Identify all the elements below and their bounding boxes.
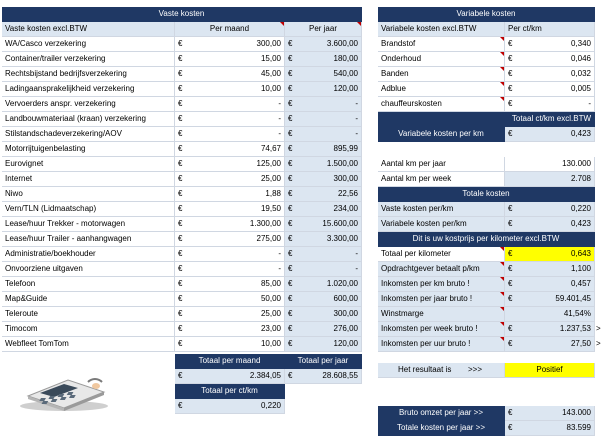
variable-per-km-label: Variabele kosten per km — [378, 127, 505, 142]
fixed-row-label: Lease/huur Trailer - aanhangwagen — [2, 232, 175, 247]
fixed-row-month[interactable] — [175, 247, 285, 262]
calculator-icon — [18, 372, 110, 412]
cell-value: - — [355, 249, 358, 258]
fixed-row-month[interactable] — [175, 232, 285, 247]
variable-row-label: chauffeurskosten — [378, 97, 505, 112]
currency-symbol: € — [288, 174, 293, 183]
currency-symbol: € — [508, 294, 513, 303]
cell-value: 25,00 — [260, 174, 281, 183]
cell-value: 180,00 — [333, 54, 358, 63]
currency-symbol: € — [178, 264, 183, 273]
result-row-value[interactable] — [505, 277, 595, 292]
fixed-row-year[interactable] — [285, 82, 362, 97]
fixed-row-label: Timocom — [2, 322, 175, 337]
cell-value: 0,032 — [570, 69, 591, 78]
variable-row-label: Adblue — [378, 82, 505, 97]
currency-symbol: € — [178, 294, 183, 303]
currency-symbol: € — [178, 371, 183, 380]
total-costs-title: Totale kosten — [378, 187, 595, 202]
currency-symbol: € — [508, 249, 513, 258]
fixed-row-month[interactable] — [175, 142, 285, 157]
currency-symbol: € — [178, 234, 183, 243]
currency-symbol: € — [288, 309, 293, 318]
variable-row-value[interactable] — [505, 67, 595, 82]
fixed-row-year[interactable] — [285, 202, 362, 217]
cell-value: - — [355, 99, 358, 108]
currency-symbol: € — [508, 264, 513, 273]
side-arrow-icon: > — [596, 339, 601, 348]
variable-row-label: Banden — [378, 67, 505, 82]
fixed-row-year[interactable] — [285, 52, 362, 67]
fixed-row-year[interactable] — [285, 277, 362, 292]
currency-symbol: € — [178, 339, 183, 348]
km-week-value[interactable]: 2.708 — [505, 172, 595, 187]
fixed-row-year[interactable] — [285, 217, 362, 232]
currency-symbol: € — [178, 324, 183, 333]
currency-symbol: € — [178, 249, 183, 258]
result-row-label: Totaal per kilometer — [378, 247, 505, 262]
cell-value: - — [278, 99, 281, 108]
currency-symbol: € — [508, 324, 513, 333]
fixed-row-label: Container/trailer verzekering — [2, 52, 175, 67]
cell-value: 3.300,00 — [326, 234, 358, 243]
fixed-row-month[interactable] — [175, 307, 285, 322]
cell-value: 0,046 — [570, 54, 591, 63]
currency-symbol: € — [178, 39, 183, 48]
cell-value: 300,00 — [333, 174, 358, 183]
cell-value: 0,340 — [570, 39, 591, 48]
cell-value: 10,00 — [260, 339, 281, 348]
var-per-km-label: Variabele kosten per/km — [378, 217, 505, 232]
currency-symbol: € — [288, 279, 293, 288]
currency-symbol: € — [288, 371, 293, 380]
fixed-row-label: Onvoorziene uitgaven — [2, 262, 175, 277]
currency-symbol: € — [178, 114, 183, 123]
fixed-row-label: Stilstandschadeverzekering/AOV — [2, 127, 175, 142]
cell-value: 300,00 — [256, 39, 281, 48]
total-year-label: Totaal per jaar — [285, 354, 362, 369]
result-row-label: Inkomsten per week bruto ! — [378, 322, 505, 337]
variable-row-value[interactable] — [505, 97, 595, 112]
currency-symbol: € — [508, 39, 513, 48]
fixed-row-month[interactable] — [175, 112, 285, 127]
currency-symbol: € — [508, 69, 513, 78]
currency-symbol: € — [288, 264, 293, 273]
result-row-label: Inkomsten per uur bruto ! — [378, 337, 505, 352]
fixed-col-label: Vaste kosten excl.BTW — [2, 22, 175, 37]
currency-symbol: € — [508, 408, 513, 417]
fixed-row-year[interactable] — [285, 112, 362, 127]
fixed-row-label: Webfleet TomTom — [2, 337, 175, 352]
cell-value: 0,457 — [570, 279, 591, 288]
currency-symbol: € — [288, 69, 293, 78]
cell-value: 600,00 — [333, 294, 358, 303]
cell-value: 45,00 — [260, 69, 281, 78]
fixed-row-year[interactable] — [285, 232, 362, 247]
fixed-row-month[interactable] — [175, 337, 285, 352]
fixed-per-km-label: Vaste kosten per/km — [378, 202, 505, 217]
currency-symbol: € — [178, 84, 183, 93]
fixed-row-month[interactable] — [175, 127, 285, 142]
fixed-row-label: Eurovignet — [2, 157, 175, 172]
cell-value: 300,00 — [333, 309, 358, 318]
cell-value: 83.599 — [566, 423, 591, 432]
variable-per-km-value[interactable] — [505, 127, 595, 142]
fixed-col-month: Per maand — [175, 22, 285, 37]
currency-symbol: € — [288, 84, 293, 93]
variable-row-value[interactable] — [505, 82, 595, 97]
fixed-row-month[interactable] — [175, 217, 285, 232]
cell-value: 1,88 — [265, 189, 281, 198]
currency-symbol: € — [178, 219, 183, 228]
result-row-value[interactable] — [505, 337, 595, 352]
cell-value: 50,00 — [260, 294, 281, 303]
currency-symbol: € — [178, 401, 183, 410]
currency-symbol: € — [288, 99, 293, 108]
fixed-row-month[interactable] — [175, 97, 285, 112]
variable-row-value[interactable] — [505, 52, 595, 67]
cell-value: 0,643 — [570, 249, 591, 258]
currency-symbol: € — [178, 99, 183, 108]
fixed-row-month[interactable] — [175, 67, 285, 82]
currency-symbol: € — [178, 279, 183, 288]
fixed-row-label: Teleroute — [2, 307, 175, 322]
result-row-label: Inkomsten per jaar bruto ! — [378, 292, 505, 307]
currency-symbol: € — [288, 144, 293, 153]
fixed-col-year: Per jaar — [285, 22, 362, 37]
total-month-label: Totaal per maand — [175, 354, 285, 369]
cost-per-km-title: Dit is uw kostprijs per kilometer excl.BTW — [378, 232, 595, 247]
fixed-row-month[interactable] — [175, 202, 285, 217]
result-row-label: Opdrachtgever betaalt p/km — [378, 262, 505, 277]
fixed-row-month[interactable] — [175, 52, 285, 67]
cell-value: 19,50 — [260, 204, 281, 213]
total-year-value[interactable] — [285, 369, 362, 384]
cell-value: 1.020,00 — [326, 279, 358, 288]
cell-value: 15.600,00 — [322, 219, 358, 228]
cell-value: 125,00 — [256, 159, 281, 168]
cell-value: 120,00 — [333, 84, 358, 93]
fixed-row-year[interactable] — [285, 247, 362, 262]
cell-value: - — [355, 129, 358, 138]
currency-symbol: € — [178, 144, 183, 153]
cell-value: 0,423 — [570, 129, 591, 138]
cell-value: 15,00 — [260, 54, 281, 63]
fixed-row-month[interactable] — [175, 277, 285, 292]
cell-value: 143.000 — [562, 408, 591, 417]
variable-row-label: Onderhoud — [378, 52, 505, 67]
fixed-row-year[interactable] — [285, 262, 362, 277]
result-row-value[interactable] — [505, 262, 595, 277]
currency-symbol: € — [508, 204, 513, 213]
result-label-text: Het resultaat is — [398, 365, 452, 374]
variable-col-label: Variabele kosten excl.BTW — [378, 22, 505, 37]
cell-value: - — [278, 249, 281, 258]
fixed-row-label: Telefoon — [2, 277, 175, 292]
fixed-row-label: Landbouwmateriaal (kraan) verzekering — [2, 112, 175, 127]
km-year-label: Aantal km per jaar — [378, 157, 505, 172]
currency-symbol: € — [288, 54, 293, 63]
cell-value: 0,220 — [570, 204, 591, 213]
result-value[interactable]: Positief — [505, 363, 595, 378]
cell-value: 234,00 — [333, 204, 358, 213]
cell-value: - — [355, 264, 358, 273]
fixed-row-month[interactable] — [175, 82, 285, 97]
fixed-row-month[interactable] — [175, 37, 285, 52]
fixed-row-label: Rechtsbijstand bedrijfsverzekering — [2, 67, 175, 82]
result-label — [378, 363, 505, 378]
result-row-value[interactable] — [505, 292, 595, 307]
totale-label: Totale kosten per jaar >> — [378, 421, 505, 436]
currency-symbol: € — [288, 189, 293, 198]
cell-value: - — [588, 99, 591, 108]
fixed-row-year[interactable] — [285, 67, 362, 82]
fixed-row-year[interactable] — [285, 322, 362, 337]
currency-symbol: € — [508, 54, 513, 63]
cell-value: 0,220 — [260, 401, 281, 410]
currency-symbol: € — [178, 69, 183, 78]
variable-row-label: Brandstof — [378, 37, 505, 52]
variable-costs-title: Variabele kosten — [378, 7, 595, 22]
result-arrows: >>> — [468, 365, 483, 374]
fixed-row-year[interactable] — [285, 127, 362, 142]
cell-value: 74,67 — [260, 144, 281, 153]
currency-symbol: € — [288, 324, 293, 333]
fixed-row-year[interactable] — [285, 337, 362, 352]
currency-symbol: € — [288, 339, 293, 348]
currency-symbol: € — [178, 129, 183, 138]
variable-total-label: Totaal ct/km excl.BTW — [378, 112, 595, 127]
fixed-row-label: Internet — [2, 172, 175, 187]
currency-symbol: € — [178, 204, 183, 213]
fixed-per-km-value[interactable] — [505, 202, 595, 217]
cell-value: - — [278, 114, 281, 123]
side-arrow-icon: > — [596, 324, 601, 333]
cell-value: 276,00 — [333, 324, 358, 333]
currency-symbol: € — [508, 279, 513, 288]
fixed-row-label: Motorrijtuigenbelasting — [2, 142, 175, 157]
fixed-row-label: Ladingaansprakelijkheid verzekering — [2, 82, 175, 97]
fixed-row-month[interactable] — [175, 157, 285, 172]
currency-symbol: € — [508, 99, 513, 108]
cell-value: 895,99 — [333, 144, 358, 153]
cell-value: 540,00 — [333, 69, 358, 78]
cell-value: - — [278, 264, 281, 273]
fixed-row-label: Lease/huur Trekker - motorwagen — [2, 217, 175, 232]
fixed-row-year[interactable] — [285, 157, 362, 172]
currency-symbol: € — [178, 174, 183, 183]
bruto-label: Bruto omzet per jaar >> — [378, 406, 505, 421]
currency-symbol: € — [508, 84, 513, 93]
currency-symbol: € — [288, 204, 293, 213]
fixed-row-month[interactable] — [175, 322, 285, 337]
variable-row-value[interactable] — [505, 37, 595, 52]
result-row-value[interactable] — [505, 322, 595, 337]
fixed-row-label: Map&Guide — [2, 292, 175, 307]
currency-symbol: € — [288, 39, 293, 48]
currency-symbol: € — [288, 219, 293, 228]
cell-value: 1.237,53 — [559, 324, 591, 333]
cell-value: 23,00 — [260, 324, 281, 333]
fixed-row-label: Vervoerders anspr. verzekering — [2, 97, 175, 112]
currency-symbol: € — [508, 339, 513, 348]
cell-value: 2.384,05 — [249, 371, 281, 380]
result-row-label: Inkomsten per km bruto ! — [378, 277, 505, 292]
cell-value: - — [355, 114, 358, 123]
fixed-row-year[interactable] — [285, 142, 362, 157]
fixed-row-year[interactable] — [285, 37, 362, 52]
currency-symbol: € — [288, 114, 293, 123]
currency-symbol: € — [288, 159, 293, 168]
cell-value: 25,00 — [260, 309, 281, 318]
currency-symbol: € — [508, 423, 513, 432]
km-year-value[interactable]: 130.000 — [505, 157, 595, 172]
variable-col-km: Per ct/km — [505, 22, 595, 37]
result-row-value[interactable] — [505, 247, 595, 262]
fixed-row-label: Vern/TLN (Lidmaatschap) — [2, 202, 175, 217]
currency-symbol: € — [178, 54, 183, 63]
currency-symbol: € — [288, 294, 293, 303]
cell-value: - — [278, 129, 281, 138]
cell-value: 120,00 — [333, 339, 358, 348]
var-per-km-value[interactable] — [505, 217, 595, 232]
fixed-row-year[interactable] — [285, 172, 362, 187]
currency-symbol: € — [178, 309, 183, 318]
currency-symbol: € — [178, 159, 183, 168]
cell-value: 3.600,00 — [326, 39, 358, 48]
currency-symbol: € — [508, 129, 513, 138]
cell-value: 59.401,45 — [555, 294, 591, 303]
total-km-label: Totaal per ct/km — [175, 384, 285, 399]
fixed-row-month[interactable] — [175, 262, 285, 277]
currency-symbol: € — [508, 219, 513, 228]
cell-value: 0,005 — [570, 84, 591, 93]
cell-value: 1.500,00 — [326, 159, 358, 168]
fixed-row-year[interactable] — [285, 187, 362, 202]
cell-value: 10,00 — [260, 84, 281, 93]
fixed-row-month[interactable] — [175, 172, 285, 187]
result-row-value[interactable]: 41,54% — [505, 307, 595, 322]
cell-value: 27,50 — [570, 339, 591, 348]
currency-symbol: € — [178, 189, 183, 198]
currency-symbol: € — [288, 129, 293, 138]
cell-value: 28.608,55 — [322, 371, 358, 380]
fixed-row-year[interactable] — [285, 307, 362, 322]
bruto-value[interactable] — [505, 406, 595, 421]
fixed-row-month[interactable] — [175, 292, 285, 307]
currency-symbol: € — [288, 234, 293, 243]
cell-value: 85,00 — [260, 279, 281, 288]
cell-value: 275,00 — [256, 234, 281, 243]
fixed-row-label: Administratie/boekhouder — [2, 247, 175, 262]
total-month-value[interactable] — [175, 369, 285, 384]
cell-value: 0,423 — [570, 219, 591, 228]
km-week-label: Aantal km per week — [378, 172, 505, 187]
fixed-row-label: WA/Casco verzekering — [2, 37, 175, 52]
totale-value[interactable] — [505, 421, 595, 436]
fixed-row-label: Niwo — [2, 187, 175, 202]
fixed-row-month[interactable] — [175, 187, 285, 202]
total-km-value[interactable] — [175, 399, 285, 414]
cell-value: 22,56 — [337, 189, 358, 198]
fixed-row-year[interactable] — [285, 97, 362, 112]
cell-value: 1,100 — [570, 264, 591, 273]
currency-symbol: € — [288, 249, 293, 258]
fixed-costs-title: Vaste kosten — [2, 7, 362, 22]
fixed-row-year[interactable] — [285, 292, 362, 307]
cell-value: 1.300,00 — [249, 219, 281, 228]
result-row-label: Winstmarge — [378, 307, 505, 322]
